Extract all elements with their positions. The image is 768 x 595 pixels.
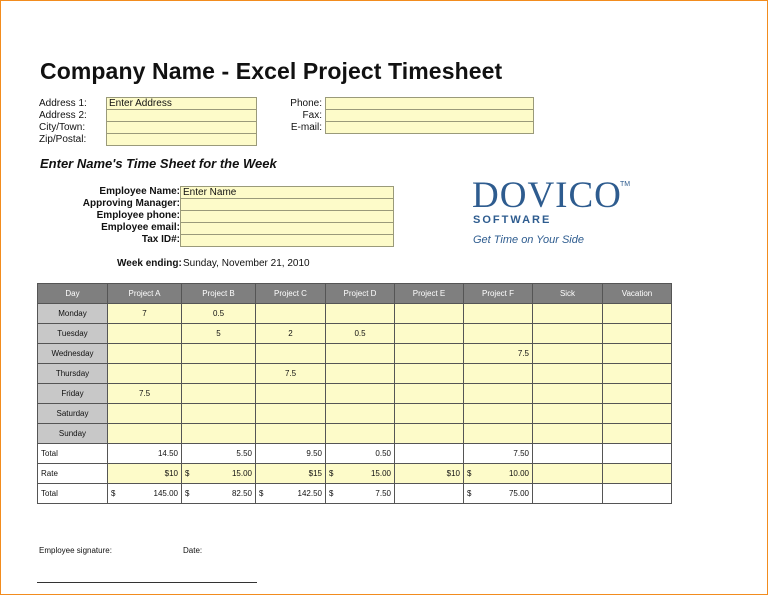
- email-field[interactable]: [325, 121, 534, 134]
- table-row: [38, 304, 672, 324]
- address1-label: Address 1:: [39, 98, 87, 109]
- city-label: City/Town:: [39, 122, 86, 133]
- header-sick: Sick: [533, 284, 603, 304]
- currency-symbol: $: [329, 489, 334, 498]
- hours-cell[interactable]: [464, 304, 533, 324]
- rate-cell[interactable]: [464, 464, 533, 484]
- hours-cell[interactable]: [395, 404, 464, 424]
- logo-tagline: Get Time on Your Side: [473, 234, 584, 246]
- header-project-a: Project A: [108, 284, 182, 304]
- header-project-b: Project B: [182, 284, 256, 304]
- amount-cell: [182, 484, 256, 504]
- day-cell: Saturday: [38, 404, 108, 424]
- header-project-d: Project D: [326, 284, 395, 304]
- currency-symbol: $: [185, 469, 190, 478]
- total-hours-cell: 0.50: [326, 444, 395, 464]
- amount-label: Total: [38, 484, 108, 504]
- hours-cell[interactable]: [256, 344, 326, 364]
- amount-value: 82.50: [231, 489, 252, 498]
- amount-value: 75.00: [508, 489, 529, 498]
- rate-cell[interactable]: [326, 464, 395, 484]
- hours-cell[interactable]: [395, 304, 464, 324]
- rate-value: 15.00: [370, 469, 391, 478]
- hours-cell[interactable]: [108, 404, 182, 424]
- hours-cell[interactable]: [464, 424, 533, 444]
- hours-cell[interactable]: [182, 364, 256, 384]
- hours-cell[interactable]: [395, 364, 464, 384]
- hours-cell[interactable]: [326, 304, 395, 324]
- amount-cell: [326, 484, 395, 504]
- address1-field[interactable]: Enter Address: [106, 97, 257, 110]
- rate-value: $10: [164, 469, 178, 478]
- currency-symbol: $: [185, 489, 190, 498]
- rate-value: $10: [446, 469, 460, 478]
- hours-cell[interactable]: [108, 324, 182, 344]
- hours-cell[interactable]: [395, 324, 464, 344]
- dovico-logo: DOVICO: [472, 175, 622, 216]
- header-vacation: Vacation: [603, 284, 672, 304]
- rate-row: [38, 464, 672, 484]
- address2-label: Address 2:: [39, 110, 87, 121]
- hours-cell[interactable]: [603, 324, 672, 344]
- employee-signature-label: Employee signature:: [39, 546, 112, 555]
- employee-email-label: Employee email:: [101, 222, 180, 233]
- hours-cell[interactable]: 2: [256, 324, 326, 344]
- header-project-e: Project E: [395, 284, 464, 304]
- hours-cell[interactable]: 5: [182, 324, 256, 344]
- total-hours-cell: 5.50: [182, 444, 256, 464]
- table-header-row: [38, 284, 672, 304]
- employee-phone-label: Employee phone:: [96, 210, 180, 221]
- rate-cell[interactable]: [603, 464, 672, 484]
- day-cell: Tuesday: [38, 324, 108, 344]
- hours-cell[interactable]: [603, 424, 672, 444]
- hours-cell[interactable]: [395, 384, 464, 404]
- total-hours-cell: 14.50: [108, 444, 182, 464]
- email-label: E-mail:: [290, 122, 322, 133]
- hours-cell[interactable]: [533, 324, 603, 344]
- hours-cell[interactable]: [533, 384, 603, 404]
- day-cell: Thursday: [38, 364, 108, 384]
- amount-cell: [395, 484, 464, 504]
- hours-cell[interactable]: [603, 344, 672, 364]
- hours-cell[interactable]: [464, 384, 533, 404]
- amount-cell: [108, 484, 182, 504]
- hours-cell[interactable]: 7.5: [256, 364, 326, 384]
- header-day: Day: [38, 284, 108, 304]
- week-ending-label: Week ending:: [117, 258, 182, 269]
- hours-cell[interactable]: [326, 384, 395, 404]
- rate-cell[interactable]: [395, 464, 464, 484]
- hours-cell[interactable]: 0.5: [326, 324, 395, 344]
- total-hours-cell: 9.50: [256, 444, 326, 464]
- rate-value: 15.00: [231, 469, 252, 478]
- hours-cell[interactable]: [108, 424, 182, 444]
- currency-symbol: $: [259, 489, 264, 498]
- week-ending-value: Sunday, November 21, 2010: [183, 258, 310, 269]
- table-row: [38, 404, 672, 424]
- hours-cell[interactable]: [533, 404, 603, 424]
- amount-cell: [256, 484, 326, 504]
- phone-label: Phone:: [290, 98, 322, 109]
- hours-cell[interactable]: [395, 344, 464, 364]
- signature-line[interactable]: [37, 582, 257, 583]
- logo-software: SOFTWARE: [473, 214, 552, 226]
- hours-cell[interactable]: [108, 364, 182, 384]
- hours-cell[interactable]: [182, 404, 256, 424]
- hours-cell[interactable]: [533, 344, 603, 364]
- totals-label: Total: [38, 444, 108, 464]
- rate-cell[interactable]: [533, 464, 603, 484]
- tax-id-label: Tax ID#:: [141, 234, 180, 245]
- fax-label: Fax:: [302, 110, 322, 121]
- hours-cell[interactable]: [533, 424, 603, 444]
- total-hours-cell: 7.50: [464, 444, 533, 464]
- logo-trademark: TM: [620, 181, 631, 188]
- day-cell: Monday: [38, 304, 108, 324]
- rate-cell[interactable]: [108, 464, 182, 484]
- rate-cell[interactable]: [256, 464, 326, 484]
- hours-cell[interactable]: [464, 404, 533, 424]
- hours-cell[interactable]: [603, 304, 672, 324]
- amount-value: 7.50: [375, 489, 391, 498]
- table-row: [38, 364, 672, 384]
- tax-id-field[interactable]: [180, 234, 394, 247]
- zip-label: Zip/Postal:: [39, 134, 87, 145]
- amount-cell: [533, 484, 603, 504]
- hours-cell[interactable]: [603, 364, 672, 384]
- total-hours-cell: [395, 444, 464, 464]
- date-label: Date:: [183, 546, 203, 555]
- amount-value: 142.50: [297, 489, 322, 498]
- hours-cell[interactable]: 0.5: [182, 304, 256, 324]
- approving-manager-label: Approving Manager:: [82, 198, 180, 209]
- rate-cell[interactable]: [182, 464, 256, 484]
- day-cell: Wednesday: [38, 344, 108, 364]
- totals-row: [38, 444, 672, 464]
- hours-cell[interactable]: [182, 344, 256, 364]
- hours-cell[interactable]: [326, 344, 395, 364]
- hours-cell[interactable]: 7: [108, 304, 182, 324]
- hours-cell[interactable]: [464, 324, 533, 344]
- employee-name-label: Employee Name:: [99, 186, 180, 197]
- hours-cell[interactable]: [326, 424, 395, 444]
- table-row: [38, 344, 672, 364]
- hours-cell[interactable]: [464, 364, 533, 384]
- currency-symbol: $: [329, 469, 334, 478]
- amount-cell: [464, 484, 533, 504]
- total-hours-cell: [603, 444, 672, 464]
- hours-cell[interactable]: [256, 384, 326, 404]
- hours-cell[interactable]: [326, 364, 395, 384]
- hours-cell[interactable]: [182, 384, 256, 404]
- amount-cell: [603, 484, 672, 504]
- currency-symbol: $: [467, 489, 472, 498]
- table-row: [38, 424, 672, 444]
- hours-cell[interactable]: [108, 344, 182, 364]
- currency-symbol: $: [467, 469, 472, 478]
- hours-cell[interactable]: 7.5: [108, 384, 182, 404]
- amount-row: [38, 484, 672, 504]
- header-project-f: Project F: [464, 284, 533, 304]
- hours-cell[interactable]: [395, 424, 464, 444]
- page-title: Company Name - Excel Project Timesheet: [40, 58, 503, 84]
- hours-cell[interactable]: 7.5: [464, 344, 533, 364]
- hours-cell[interactable]: [182, 424, 256, 444]
- header-project-c: Project C: [256, 284, 326, 304]
- total-hours-cell: [533, 444, 603, 464]
- day-cell: Friday: [38, 384, 108, 404]
- table-row: [38, 324, 672, 344]
- hours-cell[interactable]: [533, 364, 603, 384]
- hours-cell[interactable]: [326, 404, 395, 424]
- rate-label: Rate: [38, 464, 108, 484]
- sheet-subtitle: Enter Name's Time Sheet for the Week: [40, 156, 277, 171]
- hours-cell[interactable]: [603, 404, 672, 424]
- hours-cell[interactable]: [533, 304, 603, 324]
- employee-name-field[interactable]: Enter Name: [180, 186, 394, 199]
- hours-cell[interactable]: [603, 384, 672, 404]
- amount-value: 145.00: [153, 489, 178, 498]
- rate-value: $15: [308, 469, 322, 478]
- table-row: [38, 384, 672, 404]
- timesheet-table: [37, 283, 672, 504]
- hours-cell[interactable]: [256, 424, 326, 444]
- day-cell: Sunday: [38, 424, 108, 444]
- rate-value: 10.00: [508, 469, 529, 478]
- hours-cell[interactable]: [256, 404, 326, 424]
- currency-symbol: $: [111, 489, 116, 498]
- zip-field[interactable]: [106, 133, 257, 146]
- hours-cell[interactable]: [256, 304, 326, 324]
